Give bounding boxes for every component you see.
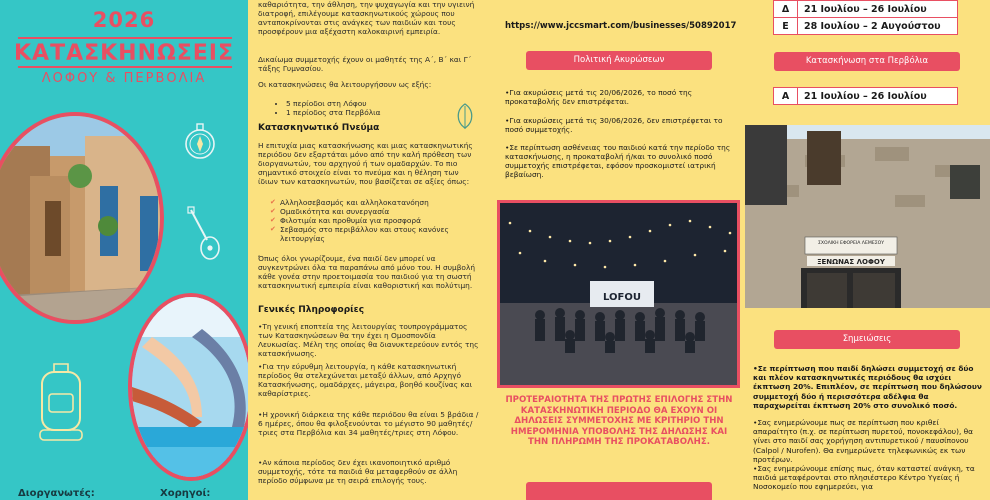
cover-panel (0, 0, 248, 500)
village-street-photo (0, 112, 164, 324)
periods-list (286, 99, 466, 117)
guitar-icon (185, 206, 225, 262)
pervolia-heading: Κατασκήνωση στα Περβόλια (774, 52, 960, 71)
eligibility-text: Δικαίωμα συμμετοχής έχουν οι μαθητές της Α΄, Β΄ και Γ΄ τάξης Γυμνασίου. (258, 55, 472, 73)
note-transport: •Σας ενημερώνουμε επίσης πως, όταν καταστεί ανάγκη, τα παιδιά μεταφέρονται στο πλησιέστερο Κέντρο Υγείας ή Νοσοκομείο που εφημερεύει, για (753, 464, 975, 492)
period-code: Ε (774, 18, 798, 35)
period-dates: 21 Ιουλίου – 26 Ιουλίου (798, 88, 958, 105)
pervolia-schedule-table (773, 87, 958, 105)
note-discount: •Σε περίπτωση που παιδί δηλώσει συμμετοχή σε δύο και πλέον κατασκηνωτικές περιόδους θα ισχύει έκπτωση 20%. Επιπλέον, σε περίπτωση που δηλώσουν συμμετοχή δύο ή περισσότερα αδέλφια θα παραχωρείται έκπτωση 20% στο συνολικό ποσό. (753, 364, 982, 410)
list-item: ✔ Αλληλοσεβασμός και αλληλοκατανόηση (270, 198, 470, 207)
schedule-panel (743, 0, 990, 500)
table-row (774, 1, 958, 18)
sign-line-2: ΞΕΝΩΝΑΣ ΛΟΦΟΥ (817, 258, 885, 266)
info-panel (248, 0, 495, 500)
intro-paragraph: καθαριότητα, την άθληση, την ψυχαγωγία και την υγιεινή διατροφή, επιλέγουμε κατασκηνωτικούς χώρους που ανταποκρίνονται στις ανάγκες των παιδιών και τους προσφέρουν μια αξέχαστη καλοκαιρινή εμπειρία. (258, 0, 475, 36)
lofou-schedule-table (773, 0, 958, 35)
backpack-icon (32, 360, 90, 448)
leaf-icon (454, 102, 476, 130)
note-medication: •Σας ενημερώνουμε πως σε περίπτωση που κριθεί απαραίτητο (π.χ. σε περίπτωση πυρετού, πονοκεφάλου), θα γίνει στο παιδί σας χορήγηση αντιπυρετικού / παυσίπονου (Calpol / Nurofen). Θα ενημερώνετε τηλεφωνικώς εκ των προτέρων. (753, 418, 974, 464)
table-row (774, 88, 958, 105)
cover-title: ΚΑΤΑΣΚΗΝΩΣΕΙΣ (14, 41, 234, 66)
policy-item-3: •Σε περίπτωση ασθένειας του παιδιού κατά την περίοδο της κατασκήνωσης, η προκαταβολή ή/και το συνολικό ποσό συμμετοχής επιστρέφεται, εφόσον προσκομιστεί ιατρική βεβαίωση. (505, 143, 731, 179)
list-item: • 5 περίοδοι στη Λόφου (286, 99, 466, 108)
general-info-3: •Η χρονική διάρκεια της κάθε περιόδου θα είναι 5 βράδια / 6 ημέρες, όπου θα φιλοξενούνται το μέγιστο 90 μαθητές/τριες στα Περβόλια και 34 μαθητές/τριες στη Λόφου. (258, 410, 479, 437)
title-rule-bottom (18, 66, 232, 68)
spirit-text: Η επιτυχία μιας κατασκήνωσης και μιας κατασκηνωτικής περιόδου δεν εξαρτάται μόνο από την καλή πρόθεση των διοργανωτών, του αρχηγού ή των ομαδαρχών. Το πιο σημαντικό στοιχείο είναι το πνεύμα και η θέληση των ίδιων των κατασκηνωτών, που βασίζεται σε αξίες όπως: (258, 141, 473, 186)
general-info-1: •Τη γενική εποπτεία της λειτουργίας τουπρογράμματος των Κατασκηνώσεων θα την έχει η Ομοσπονδία Λευκωσίας. Μέλη της οποίας θα διανυκτερεύουν εντός της κατασκήνωσης. (258, 322, 479, 358)
sponsors-label: Χορηγοί: (160, 488, 211, 499)
general-info-2: •Για την εύρυθμη λειτουργία, η κάθε κατασκηνωτική περίοδος θα στελεχώνεται μεταξύ άλλων, από Αρχηγό Κατασκήνωσης, ομαδάρχες, μάγειρα, βοηθό κουζίνας και καθαρίστριες. (258, 362, 473, 398)
values-list (270, 198, 470, 243)
lofou-hostel-photo (745, 125, 990, 308)
list-item: ✔ Ομαδικότητα και συνεργασία (270, 207, 470, 216)
registration-link[interactable]: https://www.jccsmart.com/businesses/50892017 (505, 21, 737, 31)
organizers-label: Διοργανωτές: (18, 488, 95, 499)
policy-item-1: •Για ακυρώσεις μετά τις 20/06/2026, το ποσό της προκαταβολής δεν επιστρέφεται. (505, 88, 693, 106)
notes-heading: Σημειώσεις (774, 330, 960, 349)
list-item: • 1 περίοδος στα Περβόλια (286, 108, 466, 117)
table-row (774, 18, 958, 35)
list-item: ✔ Φιλοτιμία και προθυμία για προσφορά (270, 216, 470, 225)
title-rule-top (18, 37, 232, 39)
spirit-closing-text: Όπως όλοι γνωρίζουμε, ένα παιδί δεν μπορεί να συγκεντρώνει όλα τα παραπάνω από μόνο του. Η συμβολή κάθε γονέα στην προετοιμασία του παιδιού για τη σωστή κατασκηνωτική εμπειρία είναι καθοριστική και πολύτιμη. (258, 254, 476, 290)
period-dates: 28 Ιουλίου – 2 Αυγούστου (798, 18, 958, 35)
period-code: Α (774, 88, 798, 105)
priority-notice: ΠΡΟΤΕΡΑΙΟΤΗΤΑ ΤΗΣ ΠΡΩΤΗΣ ΕΠΙΛΟΓΗΣ ΣΤΗΝ ΚΑΤΑΣΚΗΝΩΤΙΚΗ ΠΕΡΙΟΔΟ ΘΑ ΕΧΟΥΝ ΟΙ ΔΗΛΩΣΕΙΣ ΣΥΜΜΕΤΟΧΗΣ ΜΕ ΚΡΙΤΗΡΙΟ ΤΗΝ ΗΜΕΡΟΜΗΝΙΑ ΥΠΟΒΟΛΗΣ ΤΗΣ ΔΗΛΩΣΗΣ ΚΑΙ ΤΗΝ ΠΛΗΡΩΜΗ ΤΗΣ ΠΡΟΚΑΤΑΒΟΛΗΣ. (505, 395, 733, 447)
general-info-4: •Αν κάποια περίοδος δεν έχει ικανοποιητικό αριθμό συμμετοχής, τότε τα παιδιά θα μεταφερθούν σε άλλη περίοδο σύμφωνα με τη σειρά επιλογής τους. (258, 458, 458, 485)
general-info-heading: Γενικές Πληροφορίες (258, 305, 365, 315)
period-dates: 21 Ιουλίου – 26 Ιουλίου (798, 1, 958, 18)
cover-subtitle: ΛΟΦΟΥ & ΠΕΡΒΟΛΙΑ (41, 71, 207, 86)
campers-group-photo (497, 200, 740, 388)
spirit-heading: Κατασκηνωτικό Πνεύμα (258, 123, 380, 133)
period-code: Δ (774, 1, 798, 18)
operation-text: Οι κατασκηνώσεις θα λειτουργήσουν ως εξής: (258, 80, 432, 89)
compass-icon (183, 114, 217, 164)
cancellation-policy-heading: Πολιτική Ακυρώσεων (526, 51, 712, 70)
bottom-bar (526, 482, 712, 500)
photo-banner-text: LOFOU (603, 292, 641, 303)
cover-year: 2026 (92, 8, 156, 32)
waterslide-photo (128, 293, 248, 481)
policy-item-2: •Για ακυρώσεις μετά τις 30/06/2026, δεν επιστρέφεται το ποσό συμμετοχής. (505, 116, 723, 134)
policy-panel (495, 0, 743, 500)
sign-line-1: ΣΧΟΛΙΚΗ ΕΦΟΡΕΙΑ ΛΕΜΕΣΟΥ (817, 241, 885, 246)
list-item: ✔ Σεβασμός στο περιβάλλον και στους κανόνες λειτουργίας (270, 225, 470, 243)
